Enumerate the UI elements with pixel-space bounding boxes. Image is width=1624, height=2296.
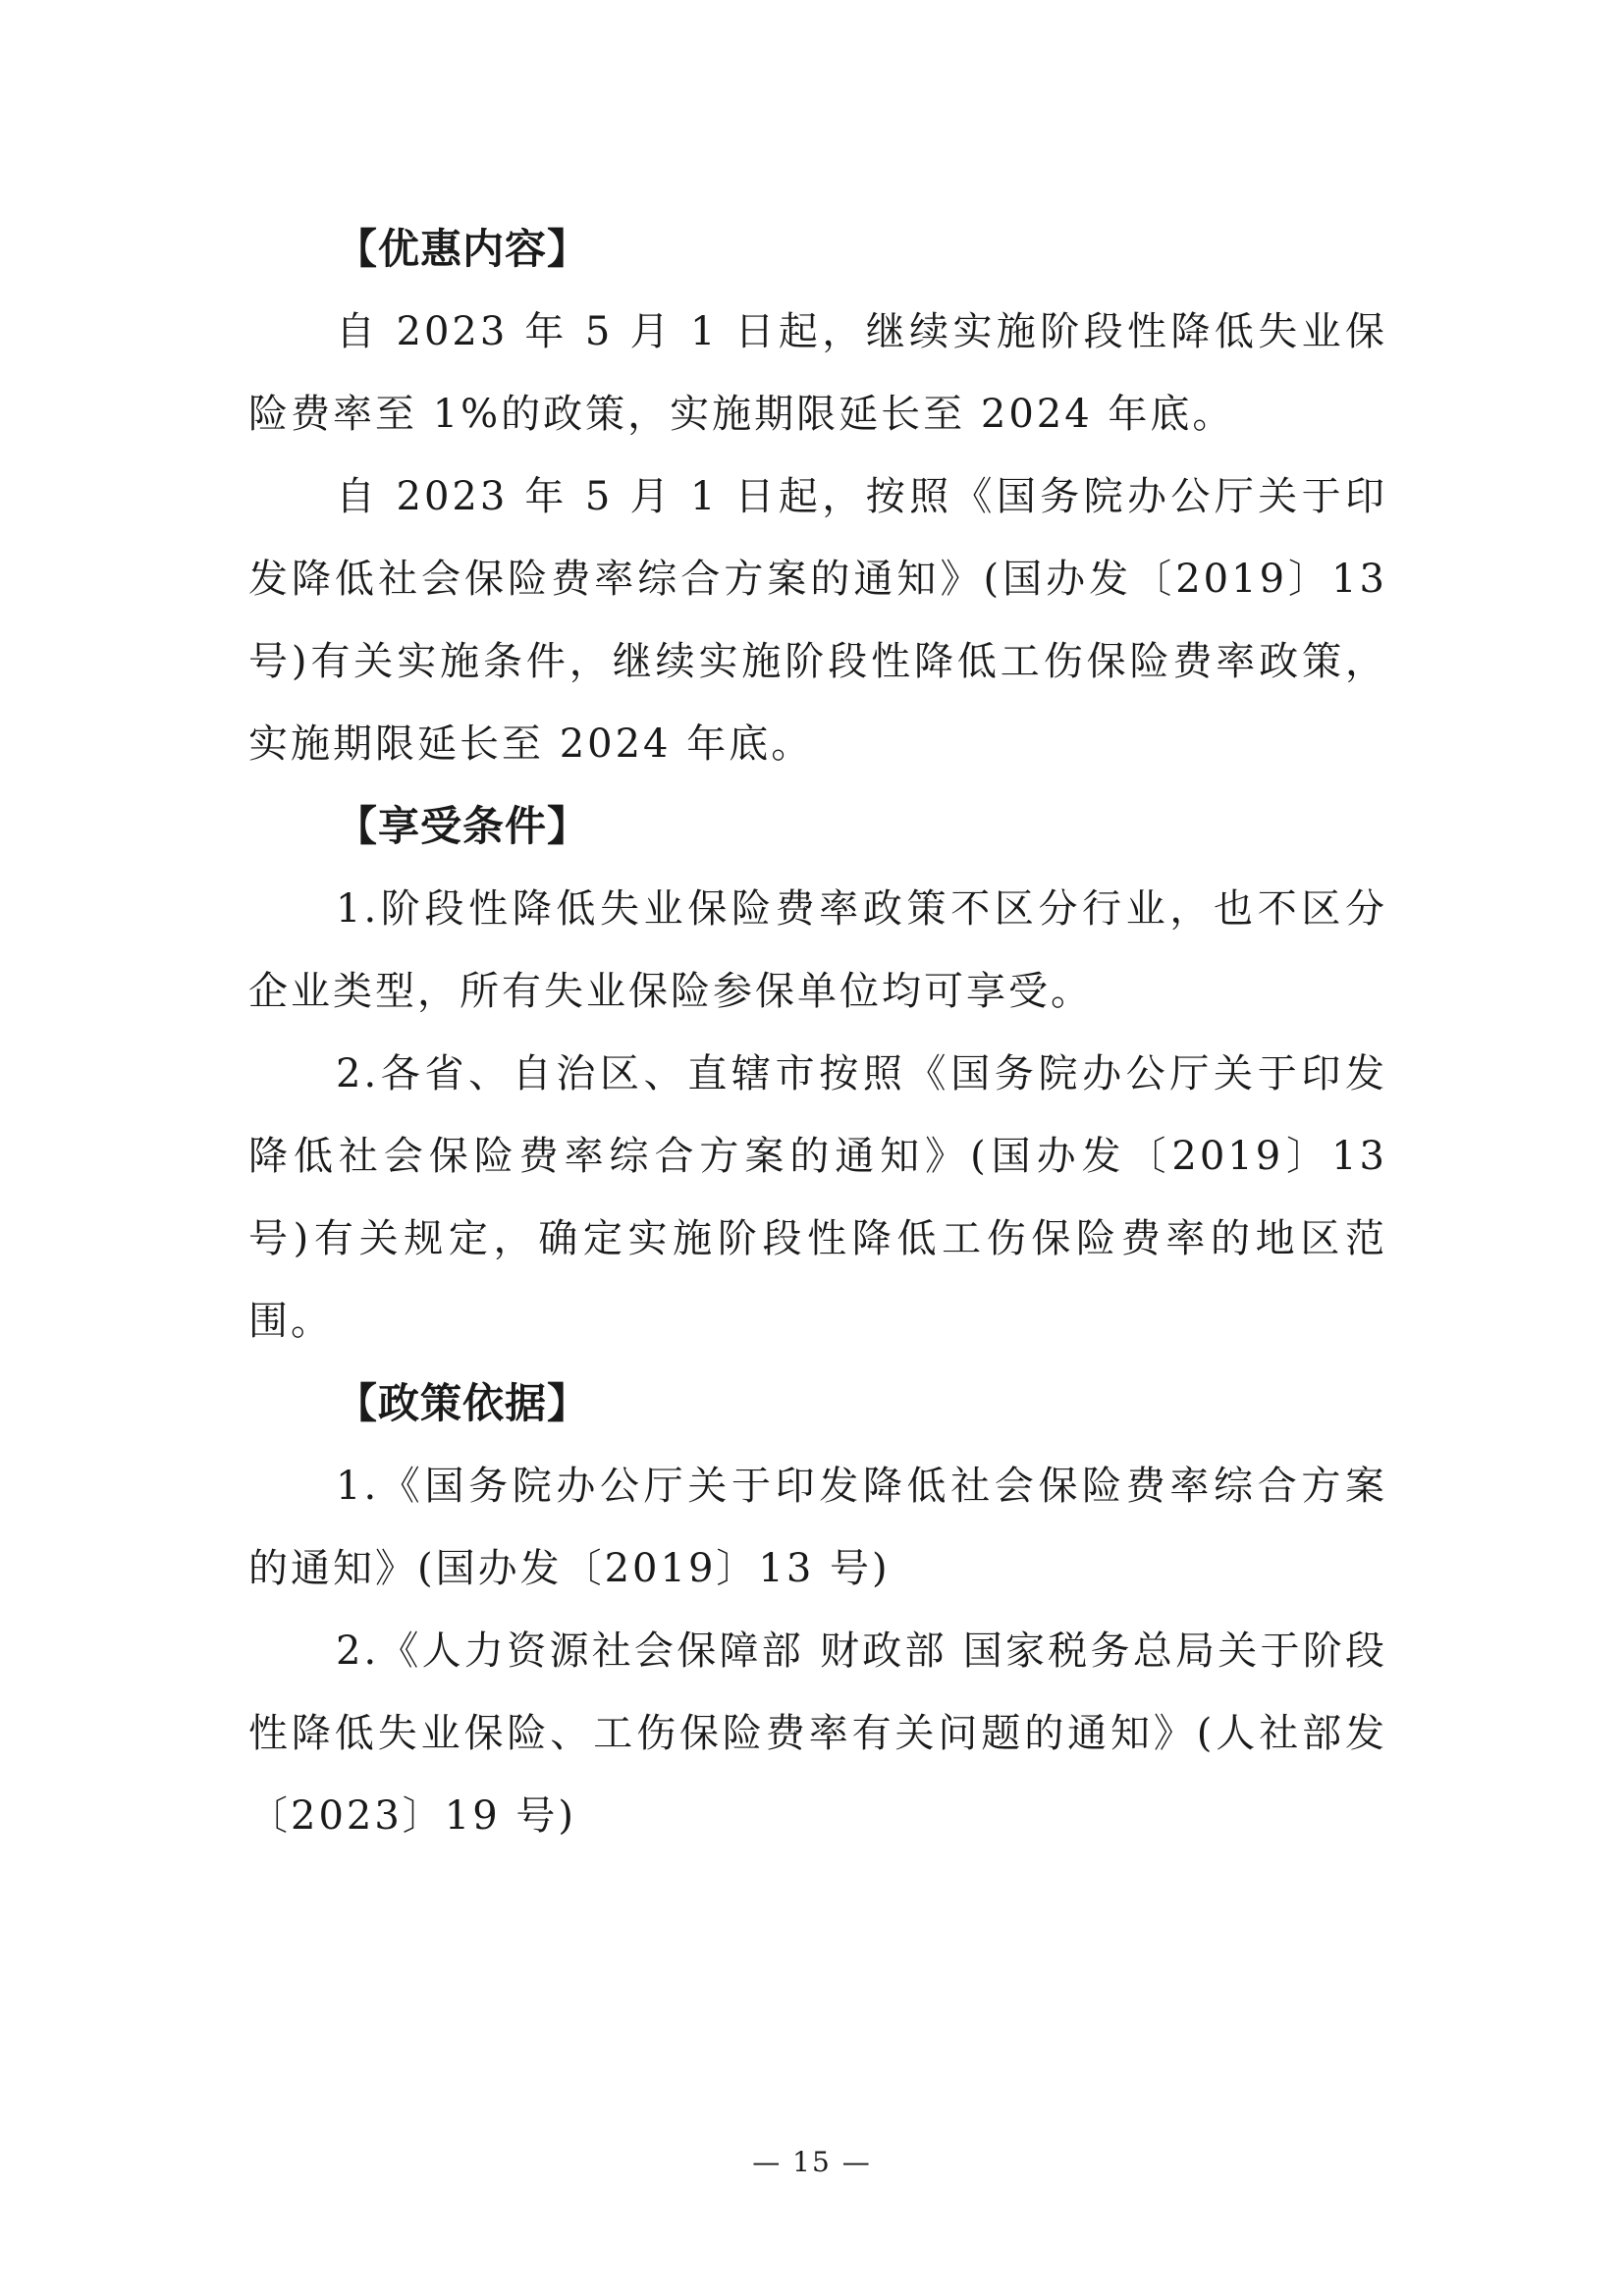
paragraph: 1.《国务院办公厅关于印发降低社会保险费率综合方案的通知》(国办发〔2019〕13 号)	[248, 1464, 1387, 1591]
paragraph: 2.《人力资源社会保障部 财政部 国家税务总局关于阶段性降低失业保险、工伤保险费率有关问题的通知》(人社部发〔2023〕19 号)	[248, 1629, 1387, 1839]
page-body	[248, 208, 1387, 1857]
section-heading: 【优惠内容】	[336, 225, 590, 273]
paragraph: 自 2023 年 5 月 1 日起，按照《国务院办公厅关于印发降低社会保险费率综合方案的通知》(国办发〔2019〕13 号)有关实施条件，继续实施阶段性降低工伤保险费率政策，实施期限延长至 2024 年底。	[248, 474, 1387, 767]
page-number: — 15 —	[752, 2146, 872, 2178]
section-heading: 【享受条件】	[336, 802, 590, 850]
paragraph: 自 2023 年 5 月 1 日起，继续实施阶段性降低失业保险费率至 1%的政策，实施期限延长至 2024 年底。	[248, 309, 1387, 437]
paragraph: 1.阶段性降低失业保险费率政策不区分行业，也不区分企业类型，所有失业保险参保单位均可享受。	[248, 886, 1387, 1014]
section-heading: 【政策依据】	[336, 1379, 590, 1427]
section-policy-basis	[248, 1362, 1387, 1857]
section-benefit-content	[248, 208, 1387, 785]
paragraph: 2.各省、自治区、直辖市按照《国务院办公厅关于印发降低社会保险费率综合方案的通知》(国办发〔2019〕13 号)有关规定，确定实施阶段性降低工伤保险费率的地区范围。	[248, 1051, 1387, 1344]
section-eligibility	[248, 785, 1387, 1362]
